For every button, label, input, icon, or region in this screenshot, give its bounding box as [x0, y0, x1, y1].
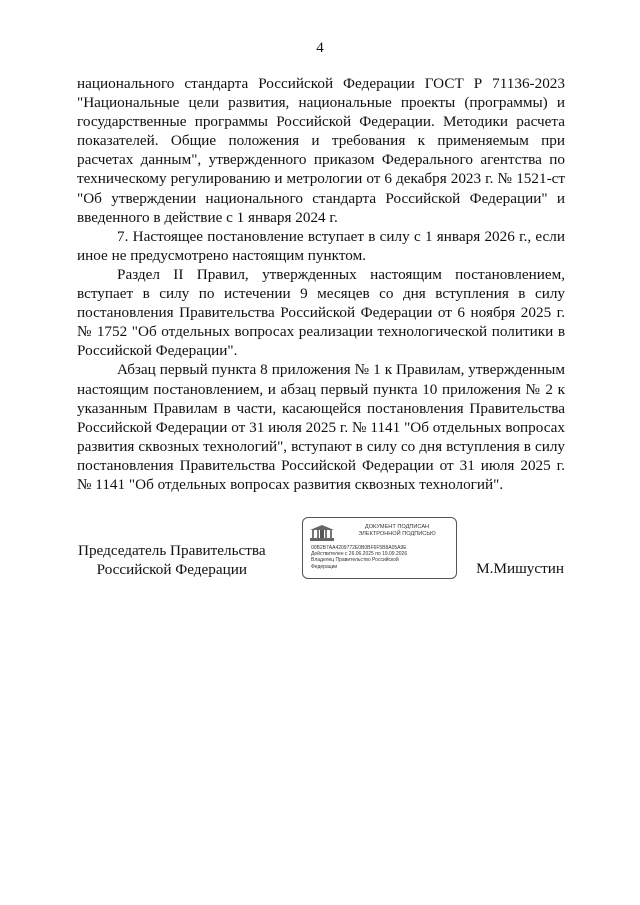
- signatory-position-line1: Председатель Правительства: [78, 542, 266, 559]
- signatory-name: М.Мишустин: [476, 560, 564, 577]
- stamp-title: [341, 524, 453, 538]
- signatory-position: [78, 541, 266, 579]
- paragraph-appendix-clauses: Абзац первый пункта 8 приложения № 1 к Правилам, утвержденным настоящим постановлением, и абзац первый пункта 10 приложения № 2 к указанным Правилам в части, касающейся постановления Правительства Российской Федерации от 31 июля 2025 г. № 1141 "Об отдельных вопросах развития сквозных технологий", вступают в силу со дня вступления в силу постановления Правительства Российской Федерации от 31 июля 2025 г. № 1141 "Об отдельных вопросах развития сквозных технологий".: [77, 361, 565, 493]
- paragraph-entry-into-force: 7. Настоящее постановление вступает в силу с 1 января 2026 г., если иное не предусмотрено настоящим пунктом.: [77, 227, 565, 264]
- stamp-title-line2: ЭЛЕКТРОННОЙ ПОДПИСЬЮ: [358, 531, 436, 537]
- stamp-certificate: 00B2B7AA4209772E0B0BF6F5B8A05A9E: [311, 545, 407, 551]
- page-number: 4: [316, 40, 324, 56]
- stamp-owner-line2: Федерации: [311, 563, 338, 570]
- government-building-icon: [309, 524, 335, 542]
- stamp-owner-line1: Владелец Правительство Российской: [311, 557, 399, 564]
- electronic-signature-stamp: [302, 517, 457, 579]
- stamp-validity: Действителен с 26.06.2025 по 19.09.2026: [311, 551, 408, 558]
- stamp-title-line1: ДОКУМЕНТ ПОДПИСАН: [364, 524, 430, 530]
- paragraph-section-ii: Раздел II Правил, утвержденных настоящим постановлением, вступает в силу по истечении 9 месяцев со дня вступления в силу постановления Правительства Российской Федерации от 6 ноября 2025 г. № 1752 "Об отдельных вопросах реализации технологической политики в Российской Федерации".: [77, 265, 565, 360]
- signatory-position-line2: Российской Федерации: [96, 561, 247, 578]
- paragraph-standard-reference: национального стандарта Российской Федерации ГОСТ Р 71136-2023 "Национальные цели развития, национальные проекты (программы) и государственные программы Российской Федерации. Методики расчета показателей. Общие положения и требования к применяемым при расчетах данным", утвержденного приказом Федерального агентства по техническому регулированию и метрологии от 6 декабря 2023 г. № 1521-ст "Об утверждении национального стандарта Российской Федерации" и введенного в действие с 1 января 2024 г.: [77, 75, 565, 226]
- document-body: [77, 74, 565, 494]
- stamp-details: [311, 545, 454, 570]
